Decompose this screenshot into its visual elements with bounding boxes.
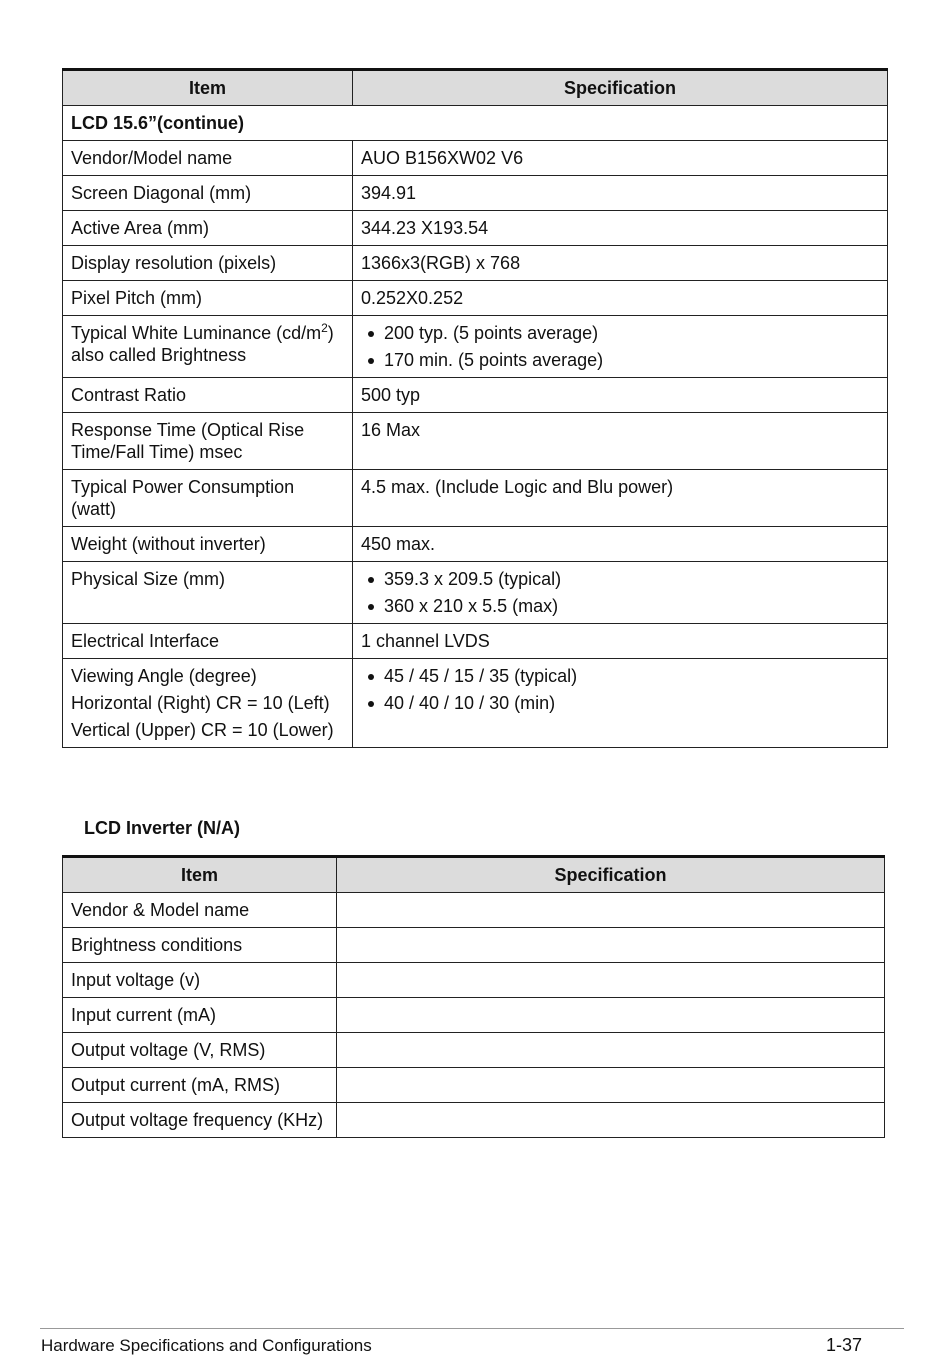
table-row xyxy=(63,281,888,316)
table-row xyxy=(63,378,888,413)
bullet-list xyxy=(361,322,879,371)
table-row xyxy=(63,211,888,246)
bullet-item: 200 typ. (5 points average) xyxy=(361,322,879,344)
spec-cell: 0.252X0.252 xyxy=(353,281,888,316)
table-row xyxy=(63,928,885,963)
table-row xyxy=(63,998,885,1033)
item-cell xyxy=(63,659,353,748)
spec-cell xyxy=(337,1068,885,1103)
section-title: LCD 15.6”(continue) xyxy=(63,106,888,141)
item-cell: Input current (mA) xyxy=(63,998,337,1033)
item-cell: Output voltage frequency (KHz) xyxy=(63,1103,337,1138)
item-cell: Active Area (mm) xyxy=(63,211,353,246)
header-specification: Specification xyxy=(353,70,888,106)
section-row xyxy=(63,106,888,141)
bullet-item: 45 / 45 / 15 / 35 (typical) xyxy=(361,665,879,687)
spec-cell: 450 max. xyxy=(353,527,888,562)
item-cell: Output current (mA, RMS) xyxy=(63,1068,337,1103)
table-row xyxy=(63,527,888,562)
spec-cell: 1 channel LVDS xyxy=(353,624,888,659)
table-row xyxy=(63,1103,885,1138)
spec-cell xyxy=(337,928,885,963)
superscript: 2 xyxy=(321,321,328,335)
header-item: Item xyxy=(63,857,337,893)
bullet-list xyxy=(361,665,879,714)
page-number: 1-37 xyxy=(826,1335,863,1355)
item-cell: Response Time (Optical Rise Time/Fall Time) msec xyxy=(63,413,353,470)
item-cell: Typical Power Consumption (watt) xyxy=(63,470,353,527)
footer-title: Hardware Specifications and Configurations xyxy=(41,1336,372,1355)
spec-cell xyxy=(337,893,885,928)
spec-cell: AUO B156XW02 V6 xyxy=(353,141,888,176)
spec-cell xyxy=(353,316,888,378)
spec-cell xyxy=(337,1033,885,1068)
spec-cell xyxy=(337,1103,885,1138)
item-cell: Electrical Interface xyxy=(63,624,353,659)
bullet-item: 40 / 40 / 10 / 30 (min) xyxy=(361,692,879,714)
header-item: Item xyxy=(63,70,353,106)
item-cell: Output voltage (V, RMS) xyxy=(63,1033,337,1068)
bullet-item: 360 x 210 x 5.5 (max) xyxy=(361,595,879,617)
item-cell: Vendor/Model name xyxy=(63,141,353,176)
bullet-item: 359.3 x 209.5 (typical) xyxy=(361,568,879,590)
spec-cell: 500 typ xyxy=(353,378,888,413)
table-row xyxy=(63,141,888,176)
table-row xyxy=(63,893,885,928)
spec-cell: 4.5 max. (Include Logic and Blu power) xyxy=(353,470,888,527)
inverter-spec-table xyxy=(62,855,885,1138)
header-specification: Specification xyxy=(337,857,885,893)
spec-cell: 1366x3(RGB) x 768 xyxy=(353,246,888,281)
item-cell: Input voltage (v) xyxy=(63,963,337,998)
table-row xyxy=(63,562,888,624)
spec-cell xyxy=(353,659,888,748)
inverter-heading: LCD Inverter (N/A) xyxy=(84,818,241,838)
item-line: Vertical (Upper) CR = 10 (Lower) xyxy=(71,720,334,740)
table-row xyxy=(63,246,888,281)
spec-cell xyxy=(337,998,885,1033)
table-row xyxy=(63,963,885,998)
item-line: Viewing Angle (degree) xyxy=(71,666,257,686)
item-cell xyxy=(63,316,353,378)
table-row xyxy=(63,413,888,470)
table-row xyxy=(63,470,888,527)
bullet-item: 170 min. (5 points average) xyxy=(361,349,879,371)
spec-cell xyxy=(337,963,885,998)
item-cell: Contrast Ratio xyxy=(63,378,353,413)
item-cell: Pixel Pitch (mm) xyxy=(63,281,353,316)
table-row xyxy=(63,316,888,378)
table-row xyxy=(63,176,888,211)
spec-cell: 394.91 xyxy=(353,176,888,211)
spec-cell: 344.23 X193.54 xyxy=(353,211,888,246)
table-header-row xyxy=(63,70,888,106)
item-cell: Vendor & Model name xyxy=(63,893,337,928)
table-row xyxy=(63,659,888,748)
spec-cell xyxy=(353,562,888,624)
item-cell: Physical Size (mm) xyxy=(63,562,353,624)
item-cell: Weight (without inverter) xyxy=(63,527,353,562)
item-cell: Screen Diagonal (mm) xyxy=(63,176,353,211)
lcd-spec-table xyxy=(62,68,888,748)
bullet-list xyxy=(361,568,879,617)
table-row xyxy=(63,624,888,659)
item-text: Typical White Luminance (cd/m xyxy=(71,323,322,343)
item-cell: Brightness conditions xyxy=(63,928,337,963)
table-row xyxy=(63,1033,885,1068)
table-header-row xyxy=(63,857,885,893)
item-line: Horizontal (Right) CR = 10 (Left) xyxy=(71,693,330,713)
footer-divider xyxy=(40,1328,904,1329)
table-row xyxy=(63,1068,885,1103)
spec-cell: 16 Max xyxy=(353,413,888,470)
item-text: ) also called Brightness xyxy=(71,323,334,365)
item-cell: Display resolution (pixels) xyxy=(63,246,353,281)
